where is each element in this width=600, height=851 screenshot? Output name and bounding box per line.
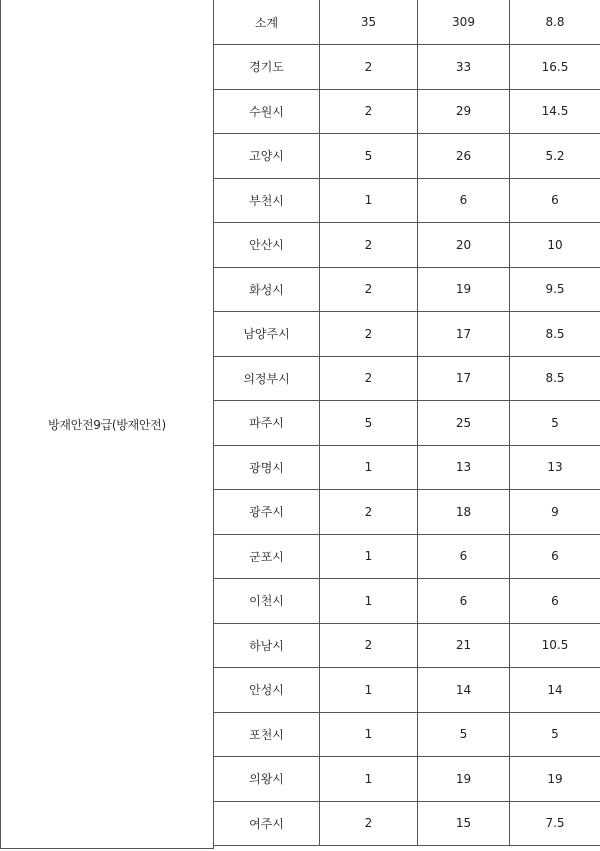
region-cell: 경기도: [214, 45, 320, 89]
value-c-cell: 5.2: [545, 148, 565, 163]
table-row: [214, 579, 600, 624]
region-cell: 수원시: [214, 90, 320, 134]
table-row: [214, 535, 600, 580]
value-a-cell: 2: [320, 268, 418, 312]
table-row: [214, 312, 600, 357]
value-b-cell: 6: [418, 179, 510, 223]
region-cell: 안성시: [214, 668, 320, 712]
value-a-cell: 1: [320, 535, 418, 579]
region-cell: 고양시: [214, 134, 320, 178]
value-c-cell: 8.5: [545, 326, 565, 341]
value-a-cell: 1: [320, 757, 418, 801]
table-row: [214, 0, 600, 45]
value-c-cell: 8.5: [545, 371, 565, 386]
value-c-cell: 16.5: [541, 59, 569, 74]
table-row: [214, 134, 600, 179]
value-b-cell: 29: [418, 90, 510, 134]
value-c-cell: 6: [551, 549, 559, 564]
value-a-cell: 2: [320, 624, 418, 668]
region-cell: 하남시: [214, 624, 320, 668]
table-row: [214, 713, 600, 758]
group-label: 방재안전9급(방재안전): [48, 417, 166, 432]
table-row: [214, 401, 600, 446]
value-a-cell: 1: [320, 579, 418, 623]
region-cell: 포천시: [214, 713, 320, 757]
region-cell: 광주시: [214, 490, 320, 534]
table-row: [214, 268, 600, 313]
value-c-cell: 9.5: [545, 282, 565, 297]
value-c-cell: 14: [547, 682, 563, 697]
value-a-cell: 5: [320, 134, 418, 178]
value-b-cell: 26: [418, 134, 510, 178]
value-a-cell: 5: [320, 401, 418, 445]
table-row: [214, 624, 600, 669]
region-cell: 광명시: [214, 446, 320, 490]
value-b-cell: 309: [418, 0, 510, 44]
region-cell: 안산시: [214, 223, 320, 267]
value-c-cell: 14.5: [541, 104, 569, 119]
value-b-cell: 14: [418, 668, 510, 712]
value-c-cell: 6: [551, 593, 559, 608]
value-a-cell: 2: [320, 802, 418, 846]
table-row: [214, 45, 600, 90]
region-cell: 부천시: [214, 179, 320, 223]
value-b-cell: 19: [418, 757, 510, 801]
value-c-cell: 19: [547, 771, 563, 786]
value-b-cell: 13: [418, 446, 510, 490]
value-c-cell: 13: [547, 460, 563, 475]
table-row: [214, 223, 600, 268]
region-cell: 군포시: [214, 535, 320, 579]
value-a-cell: 2: [320, 45, 418, 89]
value-b-cell: 33: [418, 45, 510, 89]
region-cell: 남양주시: [214, 312, 320, 356]
value-c-cell: 6: [551, 193, 559, 208]
value-b-cell: 20: [418, 223, 510, 267]
table-row: [214, 802, 600, 847]
table-row: [214, 357, 600, 402]
value-a-cell: 1: [320, 713, 418, 757]
table-row: [214, 757, 600, 802]
region-cell: 이천시: [214, 579, 320, 623]
value-c-cell: 5: [551, 727, 559, 742]
region-cell: 파주시: [214, 401, 320, 445]
value-c-cell: 7.5: [545, 816, 565, 831]
value-b-cell: 17: [418, 312, 510, 356]
value-c-cell: 5: [551, 415, 559, 430]
value-a-cell: 2: [320, 223, 418, 267]
table-row: [214, 179, 600, 224]
value-a-cell: 1: [320, 446, 418, 490]
value-a-cell: 2: [320, 90, 418, 134]
value-b-cell: 18: [418, 490, 510, 534]
value-b-cell: 17: [418, 357, 510, 401]
value-b-cell: 25: [418, 401, 510, 445]
value-c-cell: 8.8: [545, 15, 565, 29]
value-a-cell: 2: [320, 490, 418, 534]
region-cell: 의정부시: [214, 357, 320, 401]
value-a-cell: 35: [320, 0, 418, 44]
region-cell: 소계: [214, 0, 320, 44]
region-cell: 여주시: [214, 802, 320, 846]
value-a-cell: 1: [320, 668, 418, 712]
value-a-cell: 2: [320, 312, 418, 356]
value-b-cell: 6: [418, 535, 510, 579]
value-a-cell: 2: [320, 357, 418, 401]
value-b-cell: 21: [418, 624, 510, 668]
value-b-cell: 5: [418, 713, 510, 757]
value-b-cell: 19: [418, 268, 510, 312]
group-label-cell: [0, 0, 214, 849]
table-row: [214, 90, 600, 135]
value-c-cell: 10.5: [541, 638, 569, 653]
value-c-cell: 9: [551, 504, 559, 519]
value-a-cell: 1: [320, 179, 418, 223]
value-b-cell: 6: [418, 579, 510, 623]
region-cell: 의왕시: [214, 757, 320, 801]
table-row: [214, 446, 600, 491]
value-c-cell: 10: [547, 237, 563, 252]
table-row: [214, 490, 600, 535]
value-b-cell: 15: [418, 802, 510, 846]
table-row: [214, 668, 600, 713]
region-cell: 화성시: [214, 268, 320, 312]
table-rows: [214, 0, 600, 846]
